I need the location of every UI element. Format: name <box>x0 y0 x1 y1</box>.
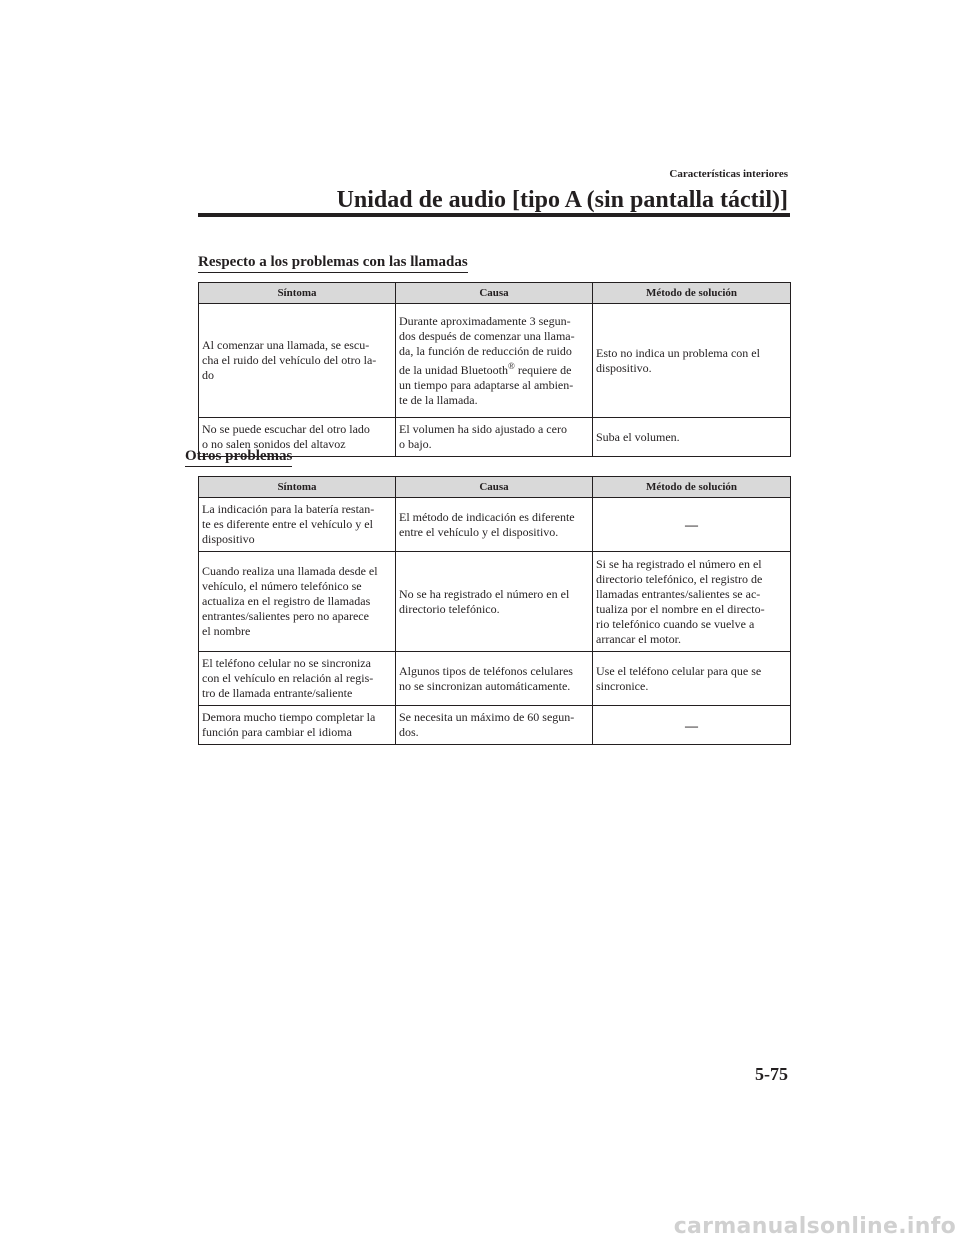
watermark[interactable]: carmanualsonline.info <box>673 1214 956 1239</box>
table-header-row <box>199 477 791 498</box>
solution-cell: Suba el volumen. <box>593 418 791 457</box>
cause-cell: El volumen ha sido ajustado a cero o bajo. <box>396 418 593 457</box>
other-problems-heading: Otros problemas <box>185 447 292 467</box>
solution-cell: Si se ha registrado el número en el directorio telefónico, el registro de llamadas entrantes/salientes se ac- tualiza por el nombre en el directo- rio telefónico cuando se vuelve a arrancar el motor. <box>593 552 791 652</box>
column-header-solution: Método de solución <box>593 477 791 498</box>
cause-cell: Se necesita un máximo de 60 segun- dos. <box>396 706 593 745</box>
cause-cell: Durante aproximadamente 3 segun- dos después de comenzar una llama- da, la función de reducción de ruido de la unidad Bluetooth® requiere de un tiempo para adaptarse al ambien- te de la llamada. <box>396 304 593 418</box>
column-header-cause: Causa <box>396 283 593 304</box>
other-problems-table <box>198 476 791 745</box>
solution-cell: Use el teléfono celular para que se sincronice. <box>593 652 791 706</box>
section-label: Características interiores <box>669 168 788 180</box>
cause-cell: Algunos tipos de teléfonos celulares no se sincronizan automáticamente. <box>396 652 593 706</box>
column-header-solution: Método de solución <box>593 283 791 304</box>
page-number: 5-75 <box>755 1064 788 1084</box>
table-row <box>199 498 791 552</box>
cause-cell: El método de indicación es diferente entre el vehículo y el dispositivo. <box>396 498 593 552</box>
header-rule <box>198 213 790 217</box>
symptom-cell: No se puede escuchar del otro lado o no salen sonidos del altavoz <box>199 418 396 457</box>
solution-cell: — <box>593 706 791 745</box>
symptom-cell: El teléfono celular no se sincroniza con el vehículo en relación al regis- tro de llamada entrante/saliente <box>199 652 396 706</box>
table-row <box>199 304 791 418</box>
cause-cell: No se ha registrado el número en el directorio telefónico. <box>396 552 593 652</box>
table-row <box>199 706 791 745</box>
solution-cell: Esto no indica un problema con el dispositivo. <box>593 304 791 418</box>
call-problems-heading: Respecto a los problemas con las llamadas <box>198 253 468 273</box>
solution-cell: — <box>593 498 791 552</box>
column-header-symptom: Síntoma <box>199 283 396 304</box>
symptom-cell: Al comenzar una llamada, se escu- cha el ruido del vehículo del otro la- do <box>199 304 396 418</box>
symptom-cell: Cuando realiza una llamada desde el vehículo, el número telefónico se actualiza en el registro de llamadas entrantes/salientes pero no aparece el nombre <box>199 552 396 652</box>
symptom-cell: Demora mucho tiempo completar la función para cambiar el idioma <box>199 706 396 745</box>
table-header-row <box>199 283 791 304</box>
chapter-title: Unidad de audio [tipo A (sin pantalla táctil)] <box>336 187 788 213</box>
call-problems-table <box>198 282 791 457</box>
table-row <box>199 652 791 706</box>
column-header-cause: Causa <box>396 477 593 498</box>
table-row <box>199 552 791 652</box>
symptom-cell: La indicación para la batería restan- te es diferente entre el vehículo y el dispositivo <box>199 498 396 552</box>
column-header-symptom: Síntoma <box>199 477 396 498</box>
page-header <box>337 168 788 215</box>
